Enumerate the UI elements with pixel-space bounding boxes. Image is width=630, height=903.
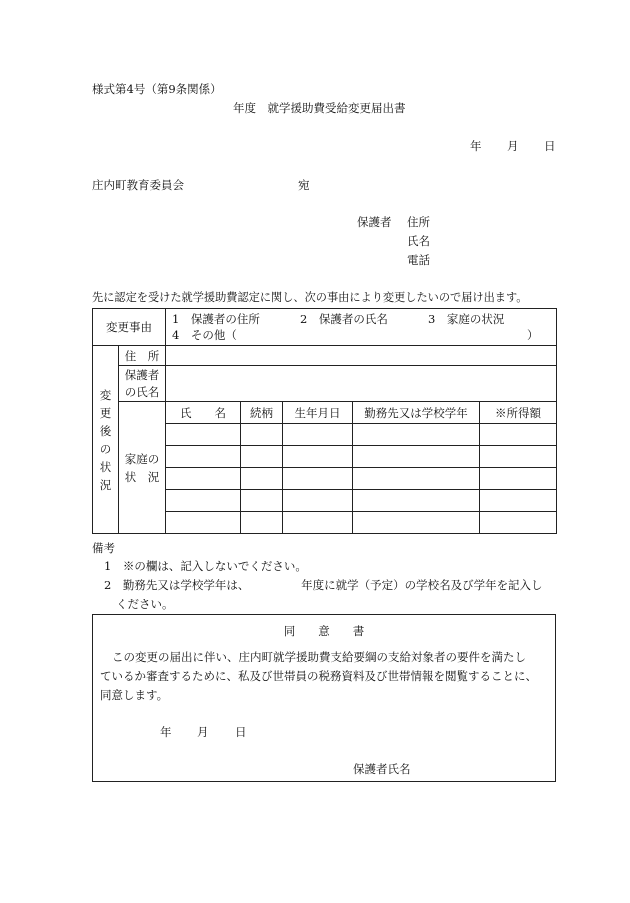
consent-line-2: ているか審査するために、私及び世帯員の税務資料及び世帯情報を閲覧することに、 — [100, 669, 537, 683]
date-year: 年 — [470, 139, 482, 153]
family-cell-name[interactable] — [166, 512, 241, 534]
family-cell-income[interactable] — [480, 424, 557, 446]
family-cell-workplace[interactable] — [353, 468, 480, 490]
applicant-phone-label: 電話 — [407, 253, 430, 267]
consent-line-1: この変更の届出に伴い、庄内町就学援助費支給要綱の支給対象者の要件を満たし — [112, 650, 526, 664]
family-cell-birthdate[interactable] — [283, 446, 353, 468]
family-cell-name[interactable] — [166, 446, 241, 468]
family-header-row — [93, 402, 557, 424]
consent-date-month: 月 — [197, 725, 209, 739]
family-cell-relationship[interactable] — [241, 512, 283, 534]
consent-box — [92, 614, 556, 782]
consent-date-year: 年 — [160, 725, 172, 739]
family-cell-income[interactable] — [480, 512, 557, 534]
recipient-honorific: 宛 — [298, 178, 310, 192]
family-cell-income[interactable] — [480, 446, 557, 468]
reason-label: 変更事由 — [93, 309, 166, 346]
address-value-field[interactable] — [166, 346, 557, 366]
notes-heading: 備考 — [92, 541, 115, 555]
after-change-label: 変 更 後 の 状 況 — [93, 346, 119, 534]
family-cell-workplace[interactable] — [353, 446, 480, 468]
reason-option-1[interactable]: 1 保護者の住所 — [172, 312, 260, 326]
col-header-workplace-school: 勤務先又は学校学年 — [353, 402, 480, 424]
reason-option-4[interactable]: 4 その他（ — [172, 328, 237, 342]
note-item-2-cont: ください。 — [116, 597, 174, 611]
note-item-2: 2 勤務先又は学校学年は、 年度に就学（予定）の学校名及び学年を記入し — [104, 578, 543, 592]
date-day: 日 — [544, 139, 556, 153]
reason-options — [166, 309, 557, 346]
family-cell-birthdate[interactable] — [283, 468, 353, 490]
family-cell-name[interactable] — [166, 468, 241, 490]
family-cell-relationship[interactable] — [241, 468, 283, 490]
family-cell-relationship[interactable] — [241, 446, 283, 468]
family-cell-income[interactable] — [480, 490, 557, 512]
applicant-name-label: 氏名 — [407, 234, 430, 248]
applicant-role: 保護者 — [357, 215, 392, 229]
family-cell-relationship[interactable] — [241, 424, 283, 446]
reason-other-close: ） — [527, 328, 539, 342]
guardian-name-value-field[interactable] — [166, 366, 557, 402]
guardian-name-row — [93, 366, 557, 402]
col-header-relationship: 続柄 — [241, 402, 283, 424]
change-form-table — [92, 308, 557, 534]
form-number: 様式第4号（第9条関係） — [92, 82, 222, 96]
col-header-income: ※所得額 — [480, 402, 557, 424]
col-header-birthdate: 生年月日 — [283, 402, 353, 424]
family-cell-name[interactable] — [166, 424, 241, 446]
consent-signature-label: 保護者氏名 — [353, 762, 411, 776]
address-label: 住 所 — [119, 346, 166, 366]
family-cell-income[interactable] — [480, 468, 557, 490]
address-row — [93, 346, 557, 366]
family-status-label: 家庭の 状 況 — [119, 402, 166, 534]
reason-option-2[interactable]: 2 保護者の氏名 — [300, 312, 388, 326]
recipient-name: 庄内町教育委員会 — [92, 178, 184, 192]
family-cell-birthdate[interactable] — [283, 512, 353, 534]
guardian-name-label: 保護者 の氏名 — [119, 366, 166, 402]
reason-option-3[interactable]: 3 家庭の状況 — [428, 312, 505, 326]
note-item-1: 1 ※の欄は、記入しないでください。 — [104, 559, 307, 573]
consent-line-3: 同意します。 — [100, 688, 169, 702]
reason-row — [93, 309, 557, 346]
col-header-name: 氏 名 — [166, 402, 241, 424]
family-cell-birthdate[interactable] — [283, 490, 353, 512]
family-cell-relationship[interactable] — [241, 490, 283, 512]
family-cell-workplace[interactable] — [353, 490, 480, 512]
family-cell-name[interactable] — [166, 490, 241, 512]
applicant-address-label: 住所 — [407, 215, 430, 229]
intro-text: 先に認定を受けた就学援助費認定に関し、次の事由により変更したいので届け出ます。 — [92, 291, 528, 304]
consent-date-day: 日 — [235, 725, 247, 739]
date-month: 月 — [507, 139, 519, 153]
family-cell-birthdate[interactable] — [283, 424, 353, 446]
form-title: 年度 就学援助費受給変更届出書 — [233, 101, 406, 115]
family-cell-workplace[interactable] — [353, 424, 480, 446]
consent-title: 同 意 書 — [283, 624, 365, 638]
family-cell-workplace[interactable] — [353, 512, 480, 534]
